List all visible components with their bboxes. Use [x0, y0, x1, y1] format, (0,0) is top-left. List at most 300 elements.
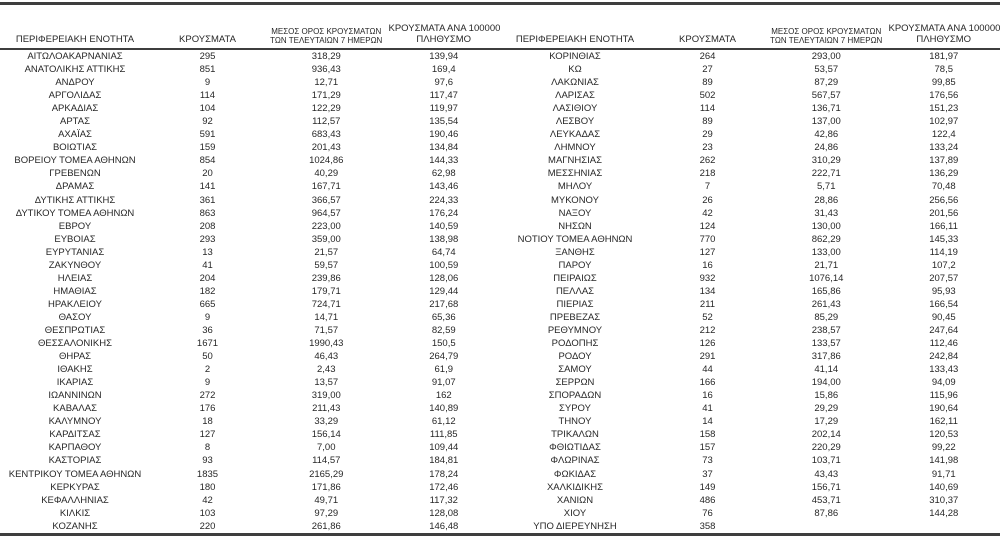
- per-100k-cell: 141,98: [888, 454, 1000, 467]
- per-100k-cell: 247,64: [888, 324, 1000, 337]
- per-100k-cell: 119,97: [388, 102, 501, 115]
- cases-cell: 126: [650, 337, 765, 350]
- cases-cell: 89: [650, 76, 765, 89]
- cases-cell: 127: [150, 428, 265, 441]
- table-body-left: [0, 49, 500, 534]
- avg-7day-cell: 220,29: [765, 441, 888, 454]
- table-row: [500, 415, 1000, 428]
- region-name-cell: ΡΟΔΟΥ: [500, 350, 650, 363]
- avg-7day-cell: 171,86: [265, 481, 388, 494]
- per-100k-cell: 178,24: [388, 468, 501, 481]
- region-name-cell: ΑΧΑΪΑΣ: [0, 128, 150, 141]
- table-row: [0, 207, 500, 220]
- avg-7day-cell: 2,43: [265, 363, 388, 376]
- cases-cell: 204: [150, 272, 265, 285]
- table-row: [500, 207, 1000, 220]
- header-per-100k-line1: ΚΡΟΥΣΜΑΤΑ ΑΝΑ 100000: [889, 24, 1000, 35]
- cases-cell: 264: [650, 49, 765, 63]
- cases-cell: 159: [150, 141, 265, 154]
- table-row: [500, 63, 1000, 76]
- avg-7day-cell: 97,29: [265, 507, 388, 520]
- region-name-cell: ΣΕΡΡΩΝ: [500, 376, 650, 389]
- region-name-cell: ΜΕΣΣΗΝΙΑΣ: [500, 167, 650, 180]
- cases-cell: 8: [150, 441, 265, 454]
- region-name-cell: ΒΟΙΩΤΙΑΣ: [0, 141, 150, 154]
- region-name-cell: ΧΙΟΥ: [500, 507, 650, 520]
- region-name-cell: ΔΥΤΙΚΟΥ ΤΟΜΕΑ ΑΘΗΝΩΝ: [0, 207, 150, 220]
- per-100k-cell: 150,5: [388, 337, 501, 350]
- region-name-cell: ΜΥΚΟΝΟΥ: [500, 194, 650, 207]
- per-100k-cell: 256,56: [888, 194, 1000, 207]
- per-100k-cell: 162: [388, 389, 501, 402]
- avg-7day-cell: 112,57: [265, 115, 388, 128]
- cases-cell: 42: [650, 207, 765, 220]
- table-row: [0, 259, 500, 272]
- cases-cell: 9: [150, 311, 265, 324]
- avg-7day-cell: 862,29: [765, 233, 888, 246]
- cases-cell: 127: [650, 246, 765, 259]
- avg-7day-cell: 261,43: [765, 298, 888, 311]
- per-100k-cell: 201,56: [888, 207, 1000, 220]
- per-100k-cell: 144,33: [388, 154, 501, 167]
- avg-7day-cell: 156,14: [265, 428, 388, 441]
- avg-7day-cell: 5,71: [765, 180, 888, 193]
- per-100k-cell: 140,89: [388, 402, 501, 415]
- table-row: [500, 389, 1000, 402]
- cases-cell: 93: [150, 454, 265, 467]
- region-name-cell: ΚΕΡΚΥΡΑΣ: [0, 481, 150, 494]
- region-name-cell: ΚΑΒΑΛΑΣ: [0, 402, 150, 415]
- table-row: [500, 350, 1000, 363]
- table-row: [0, 481, 500, 494]
- table-row: [500, 220, 1000, 233]
- cases-cell: 9: [150, 376, 265, 389]
- region-name-cell: ΚΑΡΠΑΘΟΥ: [0, 441, 150, 454]
- per-100k-cell: 99,22: [888, 441, 1000, 454]
- region-name-cell: ΙΩΑΝΝΙΝΩΝ: [0, 389, 150, 402]
- header-per-100k-line2: ΠΛΗΘΥΣΜΟ: [889, 35, 1000, 46]
- per-100k-cell: 133,24: [888, 141, 1000, 154]
- table-row: [500, 167, 1000, 180]
- cases-cell: 211: [650, 298, 765, 311]
- header-avg-7day-line1: ΜΕΣΟΣ ΟΡΟΣ ΚΡΟΥΣΜΑΤΩΝ: [266, 27, 387, 36]
- table-row: [0, 415, 500, 428]
- regional-cases-table-right: [500, 5, 1000, 536]
- per-100k-cell: 128,08: [388, 507, 501, 520]
- cases-cell: 13: [150, 246, 265, 259]
- header-row: [0, 5, 500, 49]
- per-100k-cell: 172,46: [388, 481, 501, 494]
- cases-cell: 262: [650, 154, 765, 167]
- region-name-cell: ΞΑΝΘΗΣ: [500, 246, 650, 259]
- cases-cell: 166: [650, 376, 765, 389]
- cases-cell: 16: [650, 389, 765, 402]
- cases-cell: 20: [150, 167, 265, 180]
- per-100k-cell: 122,4: [888, 128, 1000, 141]
- avg-7day-cell: 202,14: [765, 428, 888, 441]
- cases-cell: 358: [650, 520, 765, 535]
- table-row: [0, 350, 500, 363]
- avg-7day-cell: 21,57: [265, 246, 388, 259]
- avg-7day-cell: 14,71: [265, 311, 388, 324]
- cases-cell: 486: [650, 494, 765, 507]
- avg-7day-cell: 59,57: [265, 259, 388, 272]
- table-row: [0, 128, 500, 141]
- region-name-cell: ΙΘΑΚΗΣ: [0, 363, 150, 376]
- avg-7day-cell: 133,00: [765, 246, 888, 259]
- table-row: [0, 220, 500, 233]
- region-name-cell: ΣΠΟΡΑΔΩΝ: [500, 389, 650, 402]
- region-name-cell: ΠΕΛΛΑΣ: [500, 285, 650, 298]
- avg-7day-cell: 293,00: [765, 49, 888, 63]
- cases-cell: 27: [650, 63, 765, 76]
- regional-cases-table-left: [0, 5, 500, 536]
- avg-7day-cell: 165,86: [765, 285, 888, 298]
- table-row: [500, 141, 1000, 154]
- table-row: [500, 115, 1000, 128]
- cases-cell: 114: [650, 102, 765, 115]
- table-row: [0, 49, 500, 63]
- header-avg-7day: [265, 5, 388, 49]
- header-avg-7day: [765, 5, 888, 49]
- avg-7day-cell: 43,43: [765, 468, 888, 481]
- table-row: [500, 49, 1000, 63]
- avg-7day-cell: 21,71: [765, 259, 888, 272]
- per-100k-cell: 134,84: [388, 141, 501, 154]
- per-100k-cell: 242,84: [888, 350, 1000, 363]
- per-100k-cell: 190,46: [388, 128, 501, 141]
- table-row: [0, 298, 500, 311]
- per-100k-cell: 264,79: [388, 350, 501, 363]
- avg-7day-cell: 238,57: [765, 324, 888, 337]
- per-100k-cell: 140,59: [388, 220, 501, 233]
- region-name-cell: ΔΡΑΜΑΣ: [0, 180, 150, 193]
- cases-cell: 23: [650, 141, 765, 154]
- header-cases: ΚΡΟΥΣΜΑΤΑ: [150, 5, 265, 49]
- region-name-cell: ΤΡΙΚΑΛΩΝ: [500, 428, 650, 441]
- per-100k-cell: 114,19: [888, 246, 1000, 259]
- table-row: [0, 167, 500, 180]
- avg-7day-cell: 2165,29: [265, 468, 388, 481]
- region-name-cell: ΣΑΜΟΥ: [500, 363, 650, 376]
- region-name-cell: ΛΕΣΒΟΥ: [500, 115, 650, 128]
- region-name-cell: ΓΡΕΒΕΝΩΝ: [0, 167, 150, 180]
- per-100k-cell: 62,98: [388, 167, 501, 180]
- cases-cell: 220: [150, 520, 265, 535]
- per-100k-cell: 151,23: [888, 102, 1000, 115]
- region-name-cell: ΗΡΑΚΛΕΙΟΥ: [0, 298, 150, 311]
- table-row: [0, 402, 500, 415]
- cases-cell: 134: [650, 285, 765, 298]
- avg-7day-cell: 31,43: [765, 207, 888, 220]
- per-100k-cell: 61,9: [388, 363, 501, 376]
- cases-cell: 1835: [150, 468, 265, 481]
- per-100k-cell: 70,48: [888, 180, 1000, 193]
- per-100k-cell: 111,85: [388, 428, 501, 441]
- per-100k-cell: 115,96: [888, 389, 1000, 402]
- cases-cell: 44: [650, 363, 765, 376]
- table-row: [500, 246, 1000, 259]
- region-name-cell: ΚΑΛΥΜΝΟΥ: [0, 415, 150, 428]
- per-100k-cell: 162,11: [888, 415, 1000, 428]
- region-name-cell: ΘΕΣΠΡΩΤΙΑΣ: [0, 324, 150, 337]
- avg-7day-cell: 24,86: [765, 141, 888, 154]
- per-100k-cell: 90,45: [888, 311, 1000, 324]
- avg-7day-cell: 15,86: [765, 389, 888, 402]
- avg-7day-cell: 29,29: [765, 402, 888, 415]
- avg-7day-cell: 359,00: [265, 233, 388, 246]
- cases-cell: 665: [150, 298, 265, 311]
- avg-7day-cell: 239,86: [265, 272, 388, 285]
- cases-cell: 36: [150, 324, 265, 337]
- region-name-cell: ΦΘΙΩΤΙΔΑΣ: [500, 441, 650, 454]
- per-100k-cell: 133,43: [888, 363, 1000, 376]
- cases-cell: 295: [150, 49, 265, 63]
- region-name-cell: ΕΒΡΟΥ: [0, 220, 150, 233]
- avg-7day-cell: 167,71: [265, 180, 388, 193]
- avg-7day-cell: 28,86: [765, 194, 888, 207]
- table-row: [500, 259, 1000, 272]
- table-row: [500, 481, 1000, 494]
- region-name-cell: ΑΝΑΤΟΛΙΚΗΣ ΑΤΤΙΚΗΣ: [0, 63, 150, 76]
- avg-7day-cell: 222,71: [765, 167, 888, 180]
- header-region: ΠΕΡΙΦΕΡΕΙΑΚΗ ΕΝΟΤΗΤΑ: [0, 5, 150, 49]
- per-100k-cell: 166,54: [888, 298, 1000, 311]
- avg-7day-cell: 13,57: [265, 376, 388, 389]
- per-100k-cell: 64,74: [388, 246, 501, 259]
- per-100k-cell: 137,89: [888, 154, 1000, 167]
- avg-7day-cell: 964,57: [265, 207, 388, 220]
- table-row: [500, 233, 1000, 246]
- per-100k-cell: 61,12: [388, 415, 501, 428]
- per-100k-cell: 144,28: [888, 507, 1000, 520]
- per-100k-cell: 190,64: [888, 402, 1000, 415]
- per-100k-cell: 100,59: [388, 259, 501, 272]
- region-name-cell: ΔΥΤΙΚΗΣ ΑΤΤΙΚΗΣ: [0, 194, 150, 207]
- table-row: [500, 363, 1000, 376]
- cases-cell: 502: [650, 89, 765, 102]
- per-100k-cell: 176,56: [888, 89, 1000, 102]
- region-name-cell: ΗΛΕΙΑΣ: [0, 272, 150, 285]
- table-row: [0, 272, 500, 285]
- cases-cell: 208: [150, 220, 265, 233]
- cases-cell: 76: [650, 507, 765, 520]
- region-name-cell: ΝΟΤΙΟΥ ΤΟΜΕΑ ΑΘΗΝΩΝ: [500, 233, 650, 246]
- region-name-cell: ΑΡΚΑΔΙΑΣ: [0, 102, 150, 115]
- avg-7day-cell: 41,14: [765, 363, 888, 376]
- table-body-right: [500, 49, 1000, 534]
- avg-7day-cell: 12,71: [265, 76, 388, 89]
- region-name-cell: ΑΙΤΩΛΟΑΚΑΡΝΑΝΙΑΣ: [0, 49, 150, 63]
- table-row: [0, 102, 500, 115]
- cases-cell: 141: [150, 180, 265, 193]
- header-avg-7day-line1: ΜΕΣΟΣ ΟΡΟΣ ΚΡΟΥΣΜΑΤΩΝ: [766, 27, 887, 36]
- region-name-cell: ΕΥΡΥΤΑΝΙΑΣ: [0, 246, 150, 259]
- avg-7day-cell: 683,43: [265, 128, 388, 141]
- cases-cell: 158: [650, 428, 765, 441]
- region-name-cell: ΚΑΡΔΙΤΣΑΣ: [0, 428, 150, 441]
- region-name-cell: ΗΜΑΘΙΑΣ: [0, 285, 150, 298]
- region-name-cell: ΠΑΡΟΥ: [500, 259, 650, 272]
- region-name-cell: ΛΑΡΙΣΑΣ: [500, 89, 650, 102]
- table-row: [500, 298, 1000, 311]
- per-100k-cell: 181,97: [888, 49, 1000, 63]
- avg-7day-cell: 223,00: [265, 220, 388, 233]
- region-name-cell: ΚΩ: [500, 63, 650, 76]
- region-name-cell: ΧΑΛΚΙΔΙΚΗΣ: [500, 481, 650, 494]
- avg-7day-cell: 42,86: [765, 128, 888, 141]
- cases-cell: 42: [150, 494, 265, 507]
- avg-7day-cell: 310,29: [765, 154, 888, 167]
- per-100k-cell: 184,81: [388, 454, 501, 467]
- cases-cell: 157: [650, 441, 765, 454]
- region-name-cell: ΛΑΚΩΝΙΑΣ: [500, 76, 650, 89]
- per-100k-cell: 120,53: [888, 428, 1000, 441]
- table-row: [0, 507, 500, 520]
- table-row: [0, 428, 500, 441]
- avg-7day-cell: 201,43: [265, 141, 388, 154]
- table-row: [500, 89, 1000, 102]
- table-row: [0, 141, 500, 154]
- per-100k-cell: 143,46: [388, 180, 501, 193]
- cases-cell: 114: [150, 89, 265, 102]
- region-name-cell: ΚΟΡΙΝΘΙΑΣ: [500, 49, 650, 63]
- table-row: [500, 180, 1000, 193]
- table-row: [500, 285, 1000, 298]
- avg-7day-cell: 71,57: [265, 324, 388, 337]
- table-row: [0, 494, 500, 507]
- region-name-cell: ΘΕΣΣΑΛΟΝΙΚΗΣ: [0, 337, 150, 350]
- avg-7day-cell: 366,57: [265, 194, 388, 207]
- per-100k-cell: 146,48: [388, 520, 501, 535]
- per-100k-cell: 109,44: [388, 441, 501, 454]
- table-row: [500, 311, 1000, 324]
- avg-7day-cell: 211,43: [265, 402, 388, 415]
- table-row: [500, 154, 1000, 167]
- avg-7day-cell: 1024,86: [265, 154, 388, 167]
- header-per-100k: [888, 5, 1000, 49]
- tables-container: [0, 5, 1000, 536]
- region-name-cell: ΑΡΤΑΣ: [0, 115, 150, 128]
- cases-cell: 9: [150, 76, 265, 89]
- cases-cell: 854: [150, 154, 265, 167]
- region-name-cell: ΚΕΦΑΛΛΗΝΙΑΣ: [0, 494, 150, 507]
- header-avg-7day-line2: ΤΩΝ ΤΕΛΕΥΤΑΙΩΝ 7 ΗΜΕΡΩΝ: [266, 36, 387, 45]
- region-name-cell: ΚΕΝΤΡΙΚΟΥ ΤΟΜΕΑ ΑΘΗΝΩΝ: [0, 468, 150, 481]
- table-row: [500, 454, 1000, 467]
- table-row: [500, 194, 1000, 207]
- table-row: [0, 376, 500, 389]
- avg-7day-cell: 567,57: [765, 89, 888, 102]
- table-row: [0, 389, 500, 402]
- table-row: [0, 180, 500, 193]
- avg-7day-cell: 171,29: [265, 89, 388, 102]
- region-name-cell: ΣΥΡΟΥ: [500, 402, 650, 415]
- per-100k-cell: 112,46: [888, 337, 1000, 350]
- avg-7day-cell: 724,71: [265, 298, 388, 311]
- table-row: [0, 246, 500, 259]
- cases-cell: 863: [150, 207, 265, 220]
- region-name-cell: ΝΗΣΩΝ: [500, 220, 650, 233]
- avg-7day-cell: 936,43: [265, 63, 388, 76]
- table-row: [0, 115, 500, 128]
- region-name-cell: ΛΑΣΙΘΙΟΥ: [500, 102, 650, 115]
- avg-7day-cell: 453,71: [765, 494, 888, 507]
- cases-cell: 591: [150, 128, 265, 141]
- region-name-cell: ΠΙΕΡΙΑΣ: [500, 298, 650, 311]
- cases-cell: 7: [650, 180, 765, 193]
- cases-cell: 2: [150, 363, 265, 376]
- table-row: [500, 128, 1000, 141]
- region-name-cell: ΒΟΡΕΙΟΥ ΤΟΜΕΑ ΑΘΗΝΩΝ: [0, 154, 150, 167]
- per-100k-cell: 169,4: [388, 63, 501, 76]
- per-100k-cell: 166,11: [888, 220, 1000, 233]
- cases-cell: 104: [150, 102, 265, 115]
- per-100k-cell: 207,57: [888, 272, 1000, 285]
- table-row: [500, 102, 1000, 115]
- avg-7day-cell: 87,29: [765, 76, 888, 89]
- region-name-cell: ΑΝΔΡΟΥ: [0, 76, 150, 89]
- cases-cell: 103: [150, 507, 265, 520]
- region-name-cell: ΕΥΒΟΙΑΣ: [0, 233, 150, 246]
- avg-7day-cell: 136,71: [765, 102, 888, 115]
- table-row: [500, 76, 1000, 89]
- avg-7day-cell: 137,00: [765, 115, 888, 128]
- table-row: [500, 324, 1000, 337]
- table-row: [500, 402, 1000, 415]
- cases-cell: 272: [150, 389, 265, 402]
- cases-cell: 180: [150, 481, 265, 494]
- cases-cell: 218: [650, 167, 765, 180]
- per-100k-cell: 129,44: [388, 285, 501, 298]
- region-name-cell: ΥΠΟ ΔΙΕΡΕΥΝΗΣΗ: [500, 520, 650, 535]
- table-row: [0, 454, 500, 467]
- region-name-cell: ΠΡΕΒΕΖΑΣ: [500, 311, 650, 324]
- region-name-cell: ΚΟΖΑΝΗΣ: [0, 520, 150, 535]
- region-name-cell: ΡΟΔΟΠΗΣ: [500, 337, 650, 350]
- region-name-cell: ΜΑΓΝΗΣΙΑΣ: [500, 154, 650, 167]
- table-row: [500, 494, 1000, 507]
- avg-7day-cell: 319,00: [265, 389, 388, 402]
- cases-cell: 851: [150, 63, 265, 76]
- region-name-cell: ΠΕΙΡΑΙΩΣ: [500, 272, 650, 285]
- table-row: [0, 89, 500, 102]
- header-cases: ΚΡΟΥΣΜΑΤΑ: [650, 5, 765, 49]
- per-100k-cell: 117,47: [388, 89, 501, 102]
- table-row: [500, 337, 1000, 350]
- table-row: [0, 337, 500, 350]
- cases-cell: 73: [650, 454, 765, 467]
- region-name-cell: ΜΗΛΟΥ: [500, 180, 650, 193]
- avg-7day-cell: 1076,14: [765, 272, 888, 285]
- cases-cell: 291: [650, 350, 765, 363]
- cases-cell: 29: [650, 128, 765, 141]
- cases-cell: 182: [150, 285, 265, 298]
- region-name-cell: ΖΑΚΥΝΘΟΥ: [0, 259, 150, 272]
- table-row: [500, 428, 1000, 441]
- table-row: [500, 441, 1000, 454]
- header-per-100k-line1: ΚΡΟΥΣΜΑΤΑ ΑΝΑ 100000: [389, 24, 500, 35]
- region-name-cell: ΚΑΣΤΟΡΙΑΣ: [0, 454, 150, 467]
- header-per-100k: [388, 5, 501, 49]
- per-100k-cell: 102,97: [888, 115, 1000, 128]
- cases-cell: 14: [650, 415, 765, 428]
- per-100k-cell: 117,32: [388, 494, 501, 507]
- table-row: [0, 441, 500, 454]
- region-name-cell: ΑΡΓΟΛΙΔΑΣ: [0, 89, 150, 102]
- cases-cell: 26: [650, 194, 765, 207]
- regional-cases-report: [0, 2, 1000, 536]
